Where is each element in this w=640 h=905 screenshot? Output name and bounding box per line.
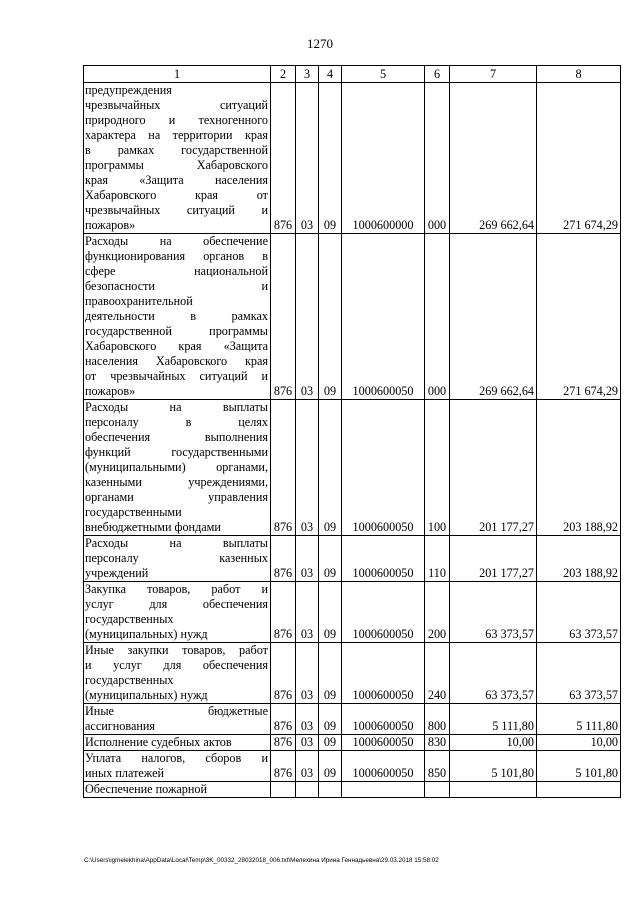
expense-description	[84, 751, 271, 782]
amount-year-1: 201 177,27	[450, 400, 537, 536]
page-number: 1270	[307, 36, 333, 51]
amount-year-2: 5 101,80	[537, 751, 621, 782]
description-line: Хабаровского края «Защита	[85, 339, 268, 353]
amount-year-2: 63 373,57	[537, 643, 621, 704]
description-line: внебюджетными фондами	[85, 520, 221, 534]
expense-type-code: 000	[425, 83, 450, 234]
description-line: персоналу в целях	[85, 415, 268, 429]
expense-type-code: 830	[425, 735, 450, 751]
expense-type-code: 800	[425, 704, 450, 735]
description-line: Иные бюджетные	[85, 704, 268, 718]
description-line: Обеспечение пожарной	[85, 782, 208, 796]
description-line: природного и техногенного	[85, 113, 268, 127]
section-code: 03	[296, 704, 319, 735]
table-row	[84, 704, 621, 735]
description-line: деятельности в рамках	[85, 309, 268, 323]
ministry-code: 876	[271, 704, 296, 735]
section-code: 03	[296, 400, 319, 536]
target-article-code: 1000600050	[342, 751, 425, 782]
description-line: и услуг для обеспечения	[85, 658, 268, 672]
description-line: органами управления	[85, 490, 268, 504]
subsection-code	[319, 782, 342, 798]
description-line: персоналу казенных	[85, 551, 268, 565]
expense-type-code: 850	[425, 751, 450, 782]
expense-description	[84, 400, 271, 536]
header-cell: 4	[319, 66, 342, 83]
description-line: государственных	[85, 612, 174, 626]
ministry-code: 876	[271, 234, 296, 400]
subsection-code: 09	[319, 643, 342, 704]
description-line: предупреждения	[85, 83, 172, 97]
subsection-code: 09	[319, 582, 342, 643]
description-line: в рамках государственной	[85, 143, 268, 157]
description-line: программы Хабаровского	[85, 158, 268, 172]
amount-year-1: 201 177,27	[450, 536, 537, 582]
expense-type-code: 000	[425, 234, 450, 400]
section-code: 03	[296, 751, 319, 782]
section-code: 03	[296, 234, 319, 400]
target-article-code: 1000600050	[342, 536, 425, 582]
amount-year-2: 5 111,80	[537, 704, 621, 735]
ministry-code: 876	[271, 582, 296, 643]
description-line: (муниципальных) нужд	[85, 627, 208, 641]
description-line: функционирования органов в	[85, 249, 268, 263]
target-article-code: 1000600050	[342, 582, 425, 643]
description-line: государственной программы	[85, 324, 268, 338]
amount-year-2: 271 674,29	[537, 234, 621, 400]
amount-year-1: 10,00	[450, 735, 537, 751]
description-line: услуг для обеспечения	[85, 597, 268, 611]
section-code	[296, 782, 319, 798]
target-article-code: 1000600050	[342, 735, 425, 751]
table-header-row	[84, 66, 621, 83]
header-cell: 5	[342, 66, 425, 83]
description-line: пожаров»	[85, 384, 136, 398]
subsection-code: 09	[319, 536, 342, 582]
amount-year-2: 203 188,92	[537, 400, 621, 536]
description-line: учреждений	[85, 566, 149, 580]
ministry-code: 876	[271, 751, 296, 782]
table-row	[84, 400, 621, 536]
description-line: казенными учреждениями,	[85, 475, 268, 489]
expense-description	[84, 643, 271, 704]
amount-year-1: 5 111,80	[450, 704, 537, 735]
description-line: Расходы на выплаты	[85, 536, 268, 550]
table-row	[84, 751, 621, 782]
description-line: правоохранительной	[85, 294, 193, 308]
ministry-code: 876	[271, 400, 296, 536]
subsection-code: 09	[319, 751, 342, 782]
section-code: 03	[296, 536, 319, 582]
expense-description	[84, 704, 271, 735]
amount-year-1	[450, 782, 537, 798]
header-cell: 1	[84, 66, 271, 83]
description-line: иных платежей	[85, 766, 164, 780]
expense-type-code: 100	[425, 400, 450, 536]
description-line: государственными	[85, 505, 182, 519]
subsection-code: 09	[319, 83, 342, 234]
expense-type-code: 110	[425, 536, 450, 582]
header-cell: 8	[537, 66, 621, 83]
expense-description	[84, 782, 271, 798]
target-article-code: 1000600000	[342, 83, 425, 234]
expense-description	[84, 582, 271, 643]
table-row	[84, 643, 621, 704]
section-code: 03	[296, 582, 319, 643]
target-article-code: 1000600050	[342, 234, 425, 400]
table-row	[84, 582, 621, 643]
budget-table	[83, 65, 621, 798]
expense-description	[84, 536, 271, 582]
header-cell: 6	[425, 66, 450, 83]
target-article-code	[342, 782, 425, 798]
expense-type-code	[425, 782, 450, 798]
ministry-code: 876	[271, 643, 296, 704]
description-line: сфере национальной	[85, 264, 268, 278]
description-line: функций государственными	[85, 445, 268, 459]
description-line: (муниципальными) органами,	[85, 460, 268, 474]
description-line: государственных	[85, 673, 174, 687]
description-line: Расходы на обеспечение	[85, 234, 268, 248]
table-row	[84, 782, 621, 798]
description-line: от чрезвычайных ситуаций и	[85, 369, 268, 383]
file-path-footer: C:\Users\igmelekhina\AppData\Local\Temp\3K_00332_28032018_006.txt\Мелехина Ирина Геннадьевна\29.03.2018 15:58:02	[84, 857, 439, 864]
description-line: населения Хабаровского края	[85, 354, 268, 368]
description-line: Расходы на выплаты	[85, 400, 268, 414]
ministry-code	[271, 782, 296, 798]
description-line: Закупка товаров, работ и	[85, 582, 268, 596]
amount-year-1: 63 373,57	[450, 582, 537, 643]
amount-year-2	[537, 782, 621, 798]
amount-year-2: 10,00	[537, 735, 621, 751]
description-line: Уплата налогов, сборов и	[85, 751, 268, 765]
section-code: 03	[296, 735, 319, 751]
expense-type-code: 200	[425, 582, 450, 643]
subsection-code: 09	[319, 400, 342, 536]
section-code: 03	[296, 643, 319, 704]
amount-year-2: 271 674,29	[537, 83, 621, 234]
description-line: (муниципальных) нужд	[85, 688, 208, 702]
table-row	[84, 83, 621, 234]
amount-year-2: 203 188,92	[537, 536, 621, 582]
description-line: Хабаровского края от	[85, 188, 268, 202]
description-line: чрезвычайных ситуаций	[85, 98, 268, 112]
expense-description	[84, 735, 271, 751]
description-line: ассигнования	[85, 719, 156, 733]
table-row	[84, 735, 621, 751]
target-article-code: 1000600050	[342, 643, 425, 704]
target-article-code: 1000600050	[342, 704, 425, 735]
expense-type-code: 240	[425, 643, 450, 704]
ministry-code: 876	[271, 83, 296, 234]
amount-year-1: 5 101,80	[450, 751, 537, 782]
amount-year-1: 269 662,64	[450, 234, 537, 400]
section-code: 03	[296, 83, 319, 234]
description-line: характера на территории края	[85, 128, 268, 142]
amount-year-2: 63 373,57	[537, 582, 621, 643]
target-article-code: 1000600050	[342, 400, 425, 536]
description-line: пожаров»	[85, 218, 136, 232]
header-cell: 2	[271, 66, 296, 83]
ministry-code: 876	[271, 536, 296, 582]
subsection-code: 09	[319, 704, 342, 735]
header-cell: 7	[450, 66, 537, 83]
amount-year-1: 269 662,64	[450, 83, 537, 234]
description-line: безопасности и	[85, 279, 268, 293]
table-row	[84, 536, 621, 582]
description-line: обеспечения выполнения	[85, 430, 268, 444]
subsection-code: 09	[319, 735, 342, 751]
header-cell: 3	[296, 66, 319, 83]
table-row	[84, 234, 621, 400]
description-line: Иные закупки товаров, работ	[85, 643, 268, 657]
expense-description	[84, 234, 271, 400]
description-line: Исполнение судебных актов	[85, 735, 232, 749]
amount-year-1: 63 373,57	[450, 643, 537, 704]
expense-description	[84, 83, 271, 234]
description-line: края «Защита населения	[85, 173, 268, 187]
ministry-code: 876	[271, 735, 296, 751]
subsection-code: 09	[319, 234, 342, 400]
description-line: чрезвычайных ситуаций и	[85, 203, 268, 217]
